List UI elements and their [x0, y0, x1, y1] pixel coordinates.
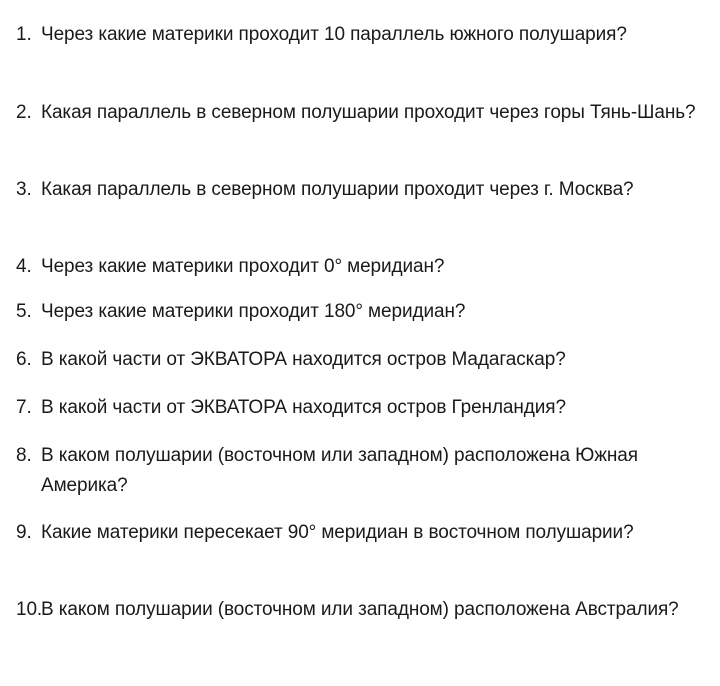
question-item: [16, 345, 706, 375]
question-text: В каком полушарии (восточном или западном) расположена Австралия?: [41, 599, 679, 620]
question-item: [16, 518, 706, 548]
question-item: [16, 595, 706, 625]
question-number: 9.: [16, 522, 32, 543]
question-text: В каком полушарии (восточном или западном) расположена Южная Америка?: [41, 445, 638, 496]
question-number: 7.: [16, 397, 32, 418]
question-number: 10.: [16, 599, 43, 620]
question-item: [16, 98, 706, 128]
question-text: Какая параллель в северном полушарии проходит через г. Москва?: [41, 179, 634, 200]
question-item: [16, 393, 706, 423]
question-item: [16, 20, 706, 50]
question-text: В какой части от ЭКВАТОРА находится остров Гренландия?: [41, 397, 566, 418]
question-item: [16, 297, 706, 327]
question-number: 6.: [16, 349, 32, 370]
question-number: 8.: [16, 445, 32, 466]
question-text: Через какие материки проходит 180° меридиан?: [41, 301, 466, 322]
question-number: 4.: [16, 256, 32, 277]
question-number: 1.: [16, 24, 32, 45]
question-item: [16, 175, 706, 205]
question-number: 3.: [16, 179, 32, 200]
question-number: 2.: [16, 102, 32, 123]
question-text: Через какие материки проходит 10 параллель южного полушария?: [41, 24, 627, 45]
question-text: Какая параллель в северном полушарии проходит через горы Тянь-Шань?: [41, 102, 696, 123]
question-text: В какой части от ЭКВАТОРА находится остров Мадагаскар?: [41, 349, 566, 370]
question-item: [16, 441, 706, 501]
question-text: Какие материки пересекает 90° меридиан в восточном полушарии?: [41, 522, 634, 543]
question-number: 5.: [16, 301, 32, 322]
question-item: [16, 252, 706, 282]
question-text: Через какие материки проходит 0° меридиан?: [41, 256, 445, 277]
